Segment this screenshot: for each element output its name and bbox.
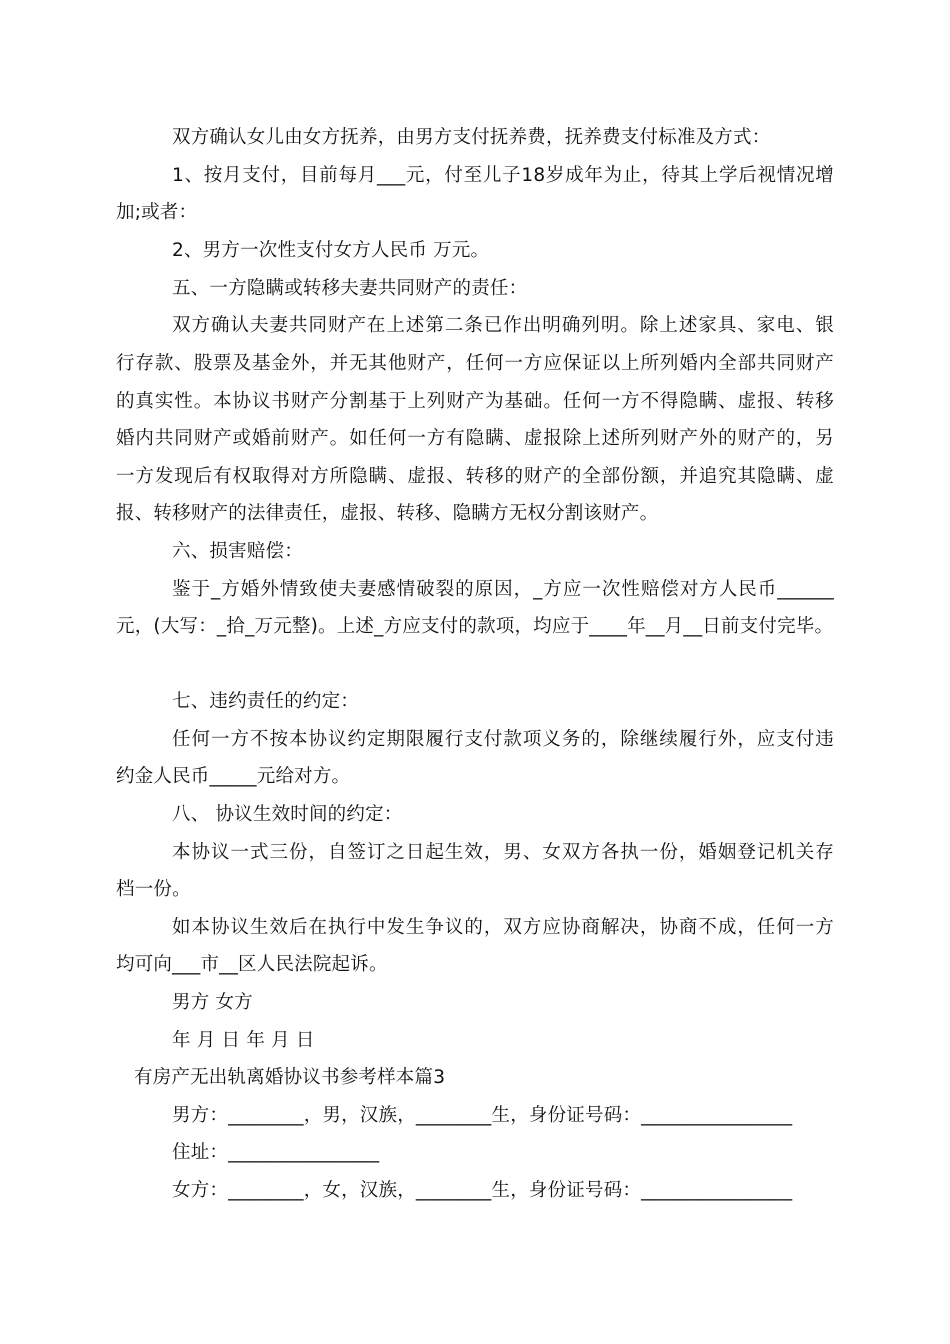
paragraph-section-7-line-2: 约金人民币_____元给对方。 [116,766,351,787]
paragraph-section-5-line-6: 报、转移财产的法律责任，虚报、转移、隐瞒方无权分割该财产。 [116,503,659,524]
paragraph-section-5-line-1: 双方确认夫妻共同财产在上述第二条已作出明确列明。除上述家具、家电、银 [172,315,834,336]
sample-title: 有房产无出轨离婚协议书参考样本篇3 [134,1067,446,1088]
paragraph-custody-confirmation: 双方确认女儿由女方抚养，由男方支付抚养费，抚养费支付标准及方式： [172,127,771,148]
paragraph-monthly-payment-cont: 加;或者： [116,202,198,223]
signature-labels: 男方 女方 [172,992,253,1013]
paragraph-lump-sum-payment: 2、男方一次性支付女方人民币 万元。 [172,240,490,261]
paragraph-section-5-line-4: 婚内共同财产或婚前财产。如任何一方有隐瞒、虚报除上述所列财产外的财产的，另 [116,428,834,449]
paragraph-dispute-line-2: 均可向___市__区人民法院起诉。 [116,954,388,975]
paragraph-section-6-line-2: 元，(大写：_拾_万元整)。上述_方应支付的款项，均应于____年__月__日前支付完毕。 [116,616,834,637]
party-female-info: 女方：________，女，汉族，________生，身份证号码：________________ [172,1180,793,1201]
paragraph-section-7-line-1: 任何一方不按本协议约定期限履行支付款项义务的，除继续履行外，应支付违 [172,729,834,750]
heading-section-7: 七、违约责任的约定： [172,691,360,712]
paragraph-section-6-line-1: 鉴于_方婚外情致使夫妻感情破裂的原因，_方应一次性赔偿对方人民币______ [172,579,834,600]
paragraph-section-5-line-2: 行存款、股票及基金外，并无其他财产，任何一方应保证以上所列婚内全部共同财产 [116,353,834,374]
paragraph-section-5-line-3: 的真实性。本协议书财产分割基于上列财产为基础。任何一方不得隐瞒、虚报、转移 [116,391,834,412]
party-male-address: 住址：________________ [172,1142,380,1163]
party-male-info: 男方：________，男，汉族，________生，身份证号码：________________ [172,1105,793,1126]
signature-dates: 年 月 日 年 月 日 [172,1030,315,1051]
heading-section-5: 五、一方隐瞒或转移夫妻共同财产的责任： [172,278,528,299]
paragraph-dispute-line-1: 如本协议生效后在执行中发生争议的，双方应协商解决，协商不成，任何一方 [172,917,834,938]
paragraph-section-5-line-5: 一方发现后有权取得对方所隐瞒、虚报、转移的财产的全部份额，并追究其隐瞒、虚 [116,466,834,487]
paragraph-section-8-line-1: 本协议一式三份，自签订之日起生效，男、女双方各执一份，婚姻登记机关存 [172,842,834,863]
paragraph-section-8-line-2: 档一份。 [116,879,191,900]
heading-section-6: 六、损害赔偿： [172,541,303,562]
paragraph-monthly-payment: 1、按月支付，目前每月___元，付至儿子18岁成年为止，待其上学后视情况增 [172,165,834,186]
heading-section-8: 八、 协议生效时间的约定： [172,804,403,825]
